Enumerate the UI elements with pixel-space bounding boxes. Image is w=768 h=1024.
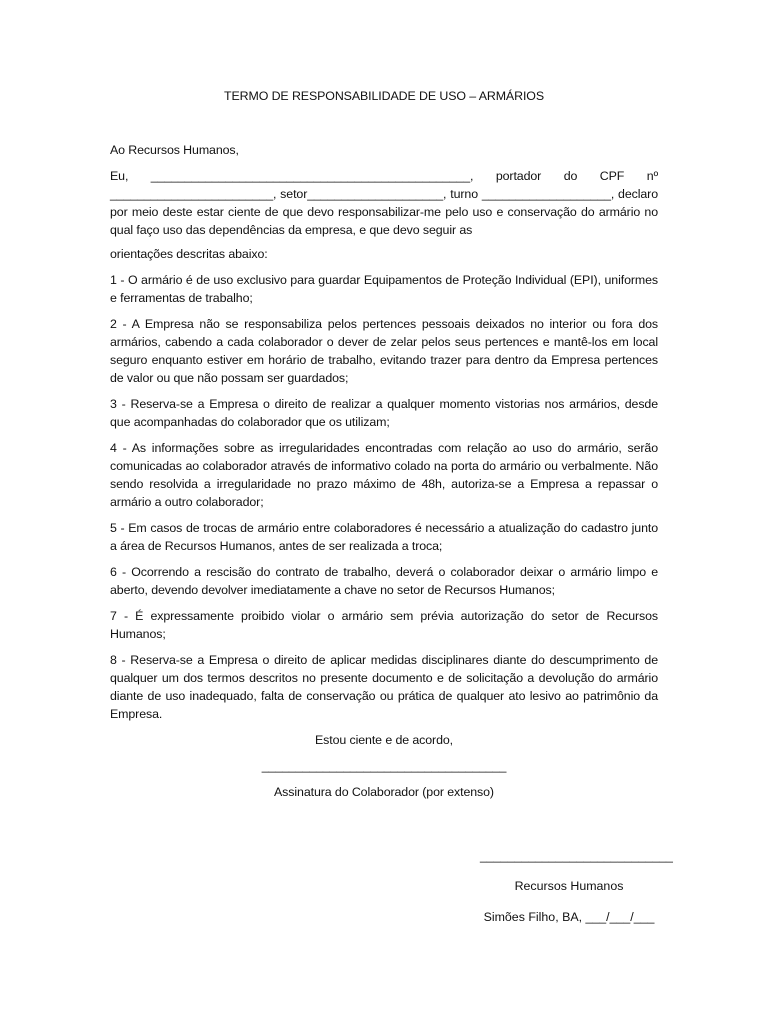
hr-label: Recursos Humanos bbox=[514, 879, 624, 893]
place-date: Simões Filho, BA, ___/___/___ bbox=[483, 910, 655, 924]
employee-signature-caption: Assinatura do Colaborador (por extenso) bbox=[274, 785, 494, 799]
hr-signature-block bbox=[480, 847, 673, 939]
clause-2: 2 - A Empresa não se responsabiliza pelos pertences pessoais deixados no interior ou fora dos armários, cabendo a cada colaborador o dever de zelar pelos seus pertences e mantê-los em local seguro enquanto estiver em horário de trabalho, evitando trazer para dentro da Empresa pertences de valor ou que não possam ser guardados; bbox=[110, 317, 658, 385]
clause-6: 6 - Ocorrendo a rescisão do contrato de trabalho, deverá o colaborador deixar o armário limpo e aberto, devendo devolver imediatamente a chave no setor de Recursos Humanos; bbox=[110, 565, 658, 597]
orientations-intro: orientações descritas abaixo: bbox=[110, 247, 268, 261]
clause-5: 5 - Em casos de trocas de armário entre colaboradores é necessário a atualização do cadastro junto a área de Recursos Humanos, antes de ser realizada a troca; bbox=[110, 521, 658, 553]
document-body bbox=[110, 87, 658, 801]
employee-signature-line: ____________________________________ bbox=[261, 759, 507, 773]
agreement-text: Estou ciente e de acordo, bbox=[314, 733, 454, 747]
salutation: Ao Recursos Humanos, bbox=[110, 143, 239, 157]
clause-3: 3 - Reserva-se a Empresa o direito de realizar a qualquer momento vistorias nos armários, desde que acompanhadas do colaborador que os utilizam; bbox=[110, 397, 658, 429]
clause-4: 4 - As informações sobre as irregularidades encontradas com relação ao uso do armário, serão comunicadas ao colaborador através de informativo colado na porta do armário ou verbalmente. Não sendo resolvida a irregularidade no prazo máximo de 48h, autoriza-se a Empresa a repassar o armário a outro colaborador; bbox=[110, 441, 658, 509]
intro-line-3: por meio deste estar ciente de que devo responsabilizar-me pelo uso e conservação do armário no qual faço uso das dependências da empresa, e que devo seguir as bbox=[110, 205, 658, 237]
clause-7: 7 - É expressamente proibido violar o armário sem prévia autorização do setor de Recursos Humanos; bbox=[110, 609, 658, 641]
clause-1: 1 - O armário é de uso exclusivo para guardar Equipamentos de Proteção Individual (EPI), uniformes e ferramentas de trabalho; bbox=[110, 273, 658, 305]
intro-line-1: Eu, _______________________________________________, portador do CPF nº bbox=[110, 169, 658, 183]
document-title: TERMO DE RESPONSABILIDADE DE USO – ARMÁRIOS bbox=[224, 89, 544, 103]
intro-line-2: ________________________, setor____________________, turno ___________________, declaro bbox=[110, 187, 658, 201]
clause-8: 8 - Reserva-se a Empresa o direito de aplicar medidas disciplinares diante do descumprimento de qualquer um dos termos descritos no presente documento e de solicitação a devolução do armário diante de uso inadequado, falta de conservação ou prática de qualquer ato lesivo ao patrimônio da Empresa. bbox=[110, 653, 658, 721]
hr-signature-line: ____________________________ bbox=[480, 849, 673, 863]
